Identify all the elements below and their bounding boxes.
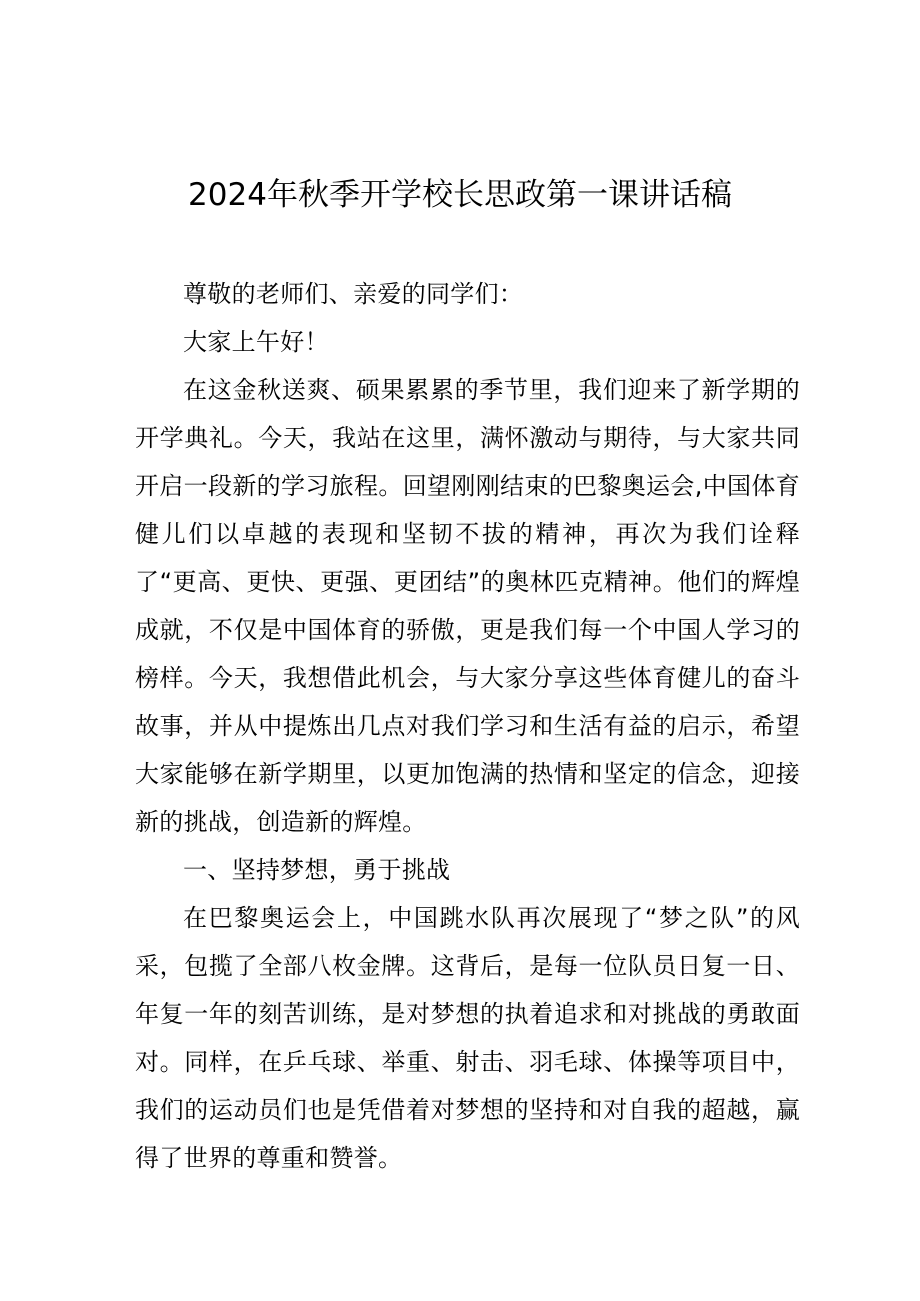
greeting: 大家上午好！: [183, 328, 329, 356]
salutation: 尊敬的老师们、亲爱的同学们：: [183, 280, 524, 308]
document-body: [135, 270, 800, 1182]
body-paragraph-intro: 在这金秋送爽、硕果累累的季节里，我们迎来了新学期的开学典礼。今天，我站在这里，满怀激动与期待，与大家共同开启一段新的学习旅程。回望刚刚结束的巴黎奥运会,中国体育健儿们以卓越的表现和坚韧不拔的精神，再次为我们诠释了“更高、更快、更强、更团结”的奥林匹克精神。他们的辉煌成就，不仅是中国体育的骄傲，更是我们每一个中国人学习的榜样。今天，我想借此机会，与大家分享这些体育健儿的奋斗故事，并从中提炼出几点对我们学习和生活有益的启示，希望大家能够在新学期里，以更加饱满的热情和坚定的信念，迎接新的挑战，创造新的辉煌。: [135, 376, 800, 836]
document-title: 2024年秋季开学校长思政第一课讲话稿: [188, 177, 732, 213]
body-paragraph-section-1: 在巴黎奥运会上，中国跳水队再次展现了“梦之队”的风采，包揽了全部八枚金牌。这背后，是每一位队员日复一日、年复一年的刻苦训练，是对梦想的执着追求和对挑战的勇敢面对。同样，在乒乓球、举重、射击、羽毛球、体操等项目中，我们的运动员们也是凭借着对梦想的坚持和对自我的超越，赢得了世界的尊重和赞誉。: [135, 904, 800, 1172]
section-heading-1: 一、坚持梦想，勇于挑战: [183, 856, 451, 884]
